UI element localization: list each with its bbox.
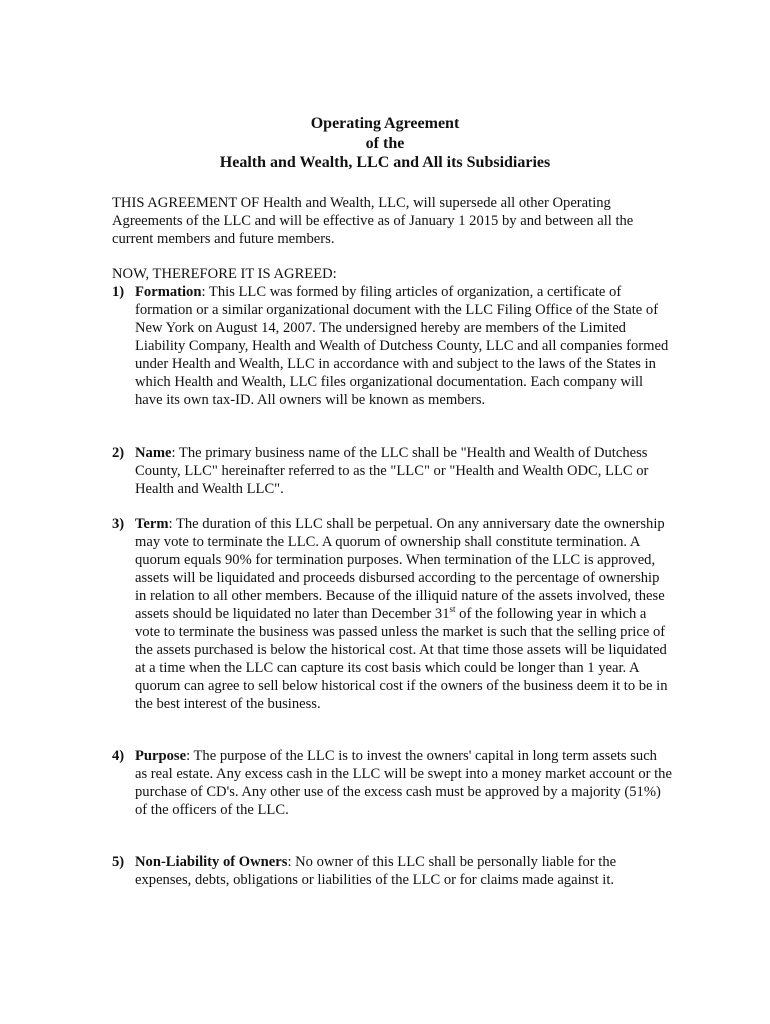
- section-number: 3): [112, 516, 125, 532]
- section-number: 1): [112, 284, 125, 300]
- section-text: : The duration of this LLC shall be perpetual. On any anniversary date the ownership may vote to terminate the LLC. A quorum of ownership shall constitute termination. A quorum equals 90% for termination purposes. When termination of the LLC is approved, assets will be liquidated and proceeds disbursed according to the percentage of ownership in relation to all other members. Because of the illiquid nature of the assets involved, these assets should be liquidated no later than December 31: [135, 516, 665, 622]
- document-title-line2: of the: [365, 135, 405, 152]
- section-heading: Non-Liability of Owners: [135, 854, 288, 870]
- section-body: [135, 853, 672, 889]
- section-heading: Term: [135, 516, 169, 532]
- section-text: : The purpose of the LLC is to invest the owners' capital in long term assets such as real estate. Any excess cash in the LLC will be swept into a money market account or the purchase of CD's. Any other use of the excess cash must be approved by a majority (51%) of the officers of the LLC.: [135, 748, 672, 818]
- section-term: [112, 515, 672, 713]
- intro-paragraph: THIS AGREEMENT OF Health and Wealth, LLC, will supersede all other Operating Agreements of the LLC and will be effective as of January 1 2015 by and between all the current members and future members.: [112, 195, 634, 247]
- ordinal-superscript: st: [449, 604, 456, 615]
- section-text: : This LLC was formed by filing articles of organization, a certificate of formation or a similar organizational document with the LLC Filing Office of the State of New York on August 14, 2007. The undersigned hereby are members of the Limited Liability Company, Health and Wealth of Dutchess County, LLC and all companies formed under Health and Wealth, LLC in accordance with and subject to the laws of the States in which Health and Wealth, LLC files organizational documentation. Each company will have its own tax-ID. All owners will be known as members.: [135, 284, 669, 408]
- document-subtitle: Health and Wealth, LLC and All its Subsidiaries: [219, 154, 551, 171]
- document-title: Operating Agreement: [310, 115, 460, 132]
- section-text-continued: of the following year in which a vote to terminate the business was passed unless the market is such that the selling price of the assets purchased is below the historical cost. At that time those assets will be liquidated at a time when the LLC can capture its cost basis which could be longer than 1 year. A quorum can agree to sell below historical cost if the owners of the business deem it to be in the best interest of the business.: [135, 606, 668, 712]
- section-non-liability: [112, 853, 672, 889]
- agreed-heading: NOW, THEREFORE IT IS AGREED:: [112, 266, 337, 282]
- section-heading: Name: [135, 445, 172, 461]
- section-number: 4): [112, 748, 125, 764]
- section-number: 2): [112, 445, 125, 461]
- section-body: [135, 283, 672, 409]
- section-heading: Purpose: [135, 748, 187, 764]
- section-formation: [112, 283, 672, 409]
- section-body: [135, 515, 672, 713]
- section-purpose: [112, 747, 672, 819]
- section-heading: Formation: [135, 284, 202, 300]
- section-text: : The primary business name of the LLC shall be "Health and Wealth of Dutchess County, LLC" hereinafter referred to as the "LLC" or "Health and Wealth ODC, LLC or Health and Wealth LLC".: [135, 445, 649, 497]
- section-text: : No owner of this LLC shall be personally liable for the expenses, debts, obligations or liabilities of the LLC or for claims made against it.: [135, 854, 617, 888]
- section-number: 5): [112, 854, 125, 870]
- section-body: [135, 747, 672, 819]
- section-body: [135, 444, 672, 498]
- section-name: [112, 444, 672, 498]
